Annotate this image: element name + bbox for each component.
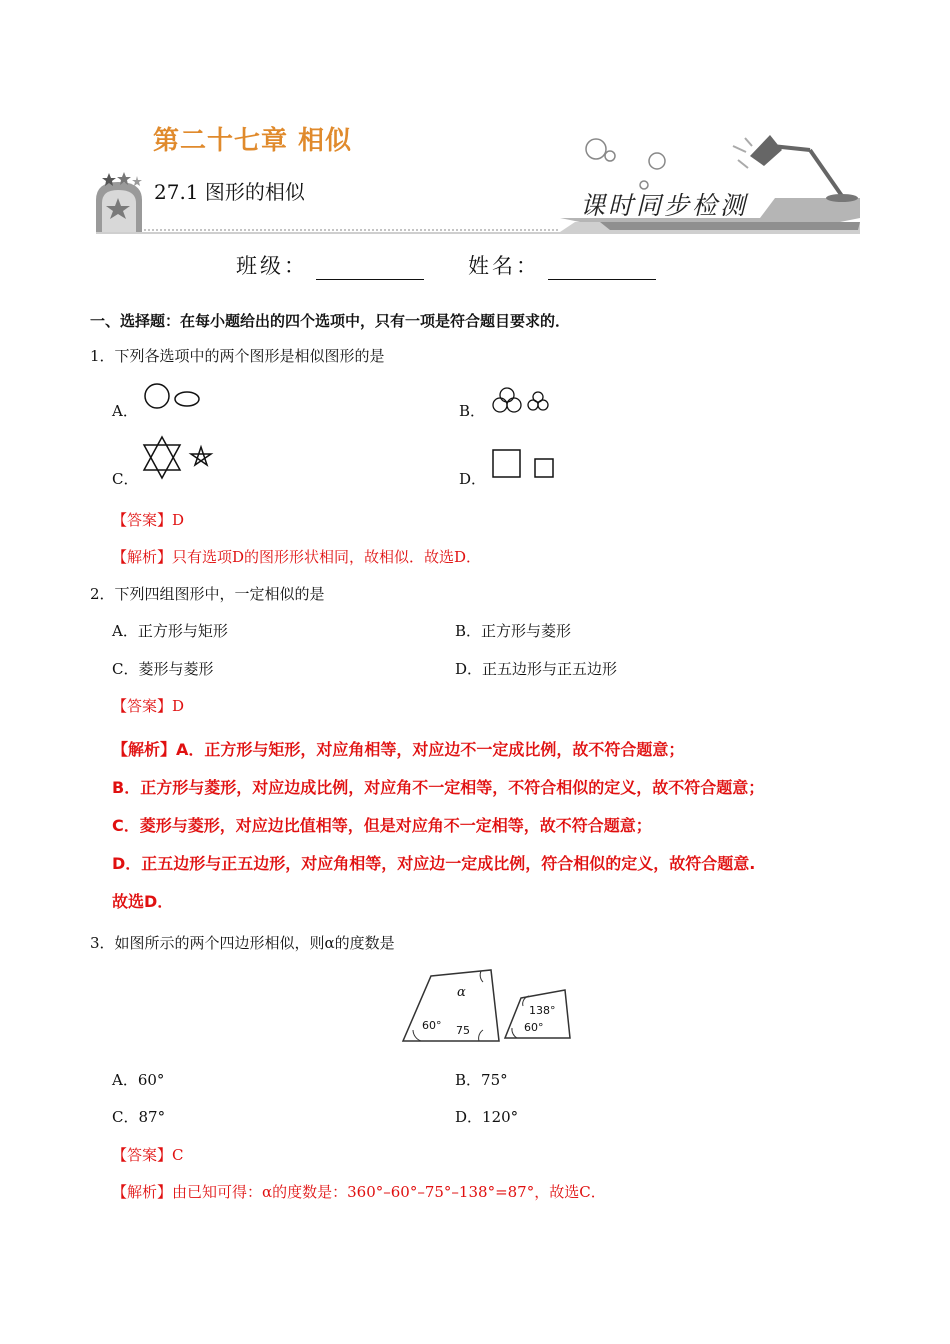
name-field bbox=[468, 250, 656, 280]
q2-option-a: A．正方形与矩形 bbox=[112, 622, 228, 640]
q2-option-c: C．菱形与菱形 bbox=[112, 660, 214, 678]
q1-option-a: A． bbox=[112, 402, 138, 420]
q1-analysis: 【解析】只有选项D的图形形状相同，故相似．故选D． bbox=[112, 548, 482, 566]
q3-label-alpha: α bbox=[457, 985, 466, 1000]
q3-label-right-60: 60° bbox=[524, 1021, 544, 1034]
q1-option-c: C． bbox=[112, 470, 139, 488]
q1-option-d: D． bbox=[459, 470, 487, 488]
q1-figure-d bbox=[490, 448, 560, 480]
chapter-title: 第二十七章 相似 bbox=[153, 126, 353, 156]
name-label: 姓名： bbox=[468, 254, 540, 278]
q2-analysis-line-1: 【解析】A．正方形与矩形，对应角相等，对应边不一定成比例，故不符合题意； bbox=[112, 740, 685, 759]
desk-lamp-icon bbox=[733, 135, 858, 202]
q2-option-b: B．正方形与菱形 bbox=[455, 622, 572, 640]
q3-option-a: A．60° bbox=[112, 1071, 165, 1089]
q2-analysis-line-5: 故选D． bbox=[112, 892, 174, 911]
q1-answer: 【答案】D bbox=[112, 511, 185, 529]
header-decoration bbox=[0, 0, 950, 240]
q2-option-d: D．正五边形与正五边形 bbox=[455, 660, 618, 678]
q1-option-b: B． bbox=[459, 402, 486, 420]
question-1-stem: 1．下列各选项中的两个图形是相似图形的是 bbox=[90, 347, 385, 365]
section-title: 27.1 图形的相似 bbox=[154, 180, 305, 204]
q1-figure-b bbox=[490, 386, 554, 416]
question-2-stem: 2．下列四组图形中，一定相似的是 bbox=[90, 585, 325, 603]
q2-analysis-line-3: C．菱形与菱形，对应边比值相等，但是对应角不一定相等，故不符合题意； bbox=[112, 816, 652, 835]
section-heading: 一、选择题：在每小题给出的四个选项中，只有一项是符合题目要求的． bbox=[90, 312, 571, 330]
brand-title: 课时同步检测 bbox=[580, 191, 749, 220]
q1-figure-a bbox=[140, 380, 210, 414]
bubble-icon bbox=[586, 139, 665, 189]
q1-figure-c bbox=[140, 434, 220, 480]
q2-analysis-line-2: B．正方形与菱形，对应边成比例，对应角不一定相等，不符合相似的定义，故不符合题意； bbox=[112, 778, 765, 797]
q3-option-b: B．75° bbox=[455, 1071, 508, 1089]
class-field bbox=[236, 250, 424, 280]
q2-analysis-line-4: D．正五边形与正五边形，对应角相等，对应边一定成比例，符合相似的定义，故符合题意. bbox=[112, 854, 756, 873]
q3-label-right-138: 138° bbox=[529, 1004, 556, 1017]
q3-answer: 【答案】C bbox=[112, 1146, 184, 1164]
q3-label-left-75: 75 bbox=[456, 1024, 470, 1037]
name-blank[interactable] bbox=[548, 259, 656, 280]
q3-analysis: 【解析】由已知可得：α的度数是：360°–60°–75°–138°=87°，故选C． bbox=[112, 1183, 606, 1201]
class-label: 班级： bbox=[236, 254, 308, 278]
q2-answer: 【答案】D bbox=[112, 697, 185, 715]
q3-figure bbox=[395, 968, 585, 1048]
q3-option-c: C．87° bbox=[112, 1108, 166, 1126]
q3-option-d: D．120° bbox=[455, 1108, 519, 1126]
question-3-stem: 3．如图所示的两个四边形相似，则α的度数是 bbox=[90, 934, 395, 952]
class-blank[interactable] bbox=[316, 259, 424, 280]
star-badge-icon bbox=[96, 172, 142, 232]
q3-label-left-60: 60° bbox=[422, 1019, 442, 1032]
